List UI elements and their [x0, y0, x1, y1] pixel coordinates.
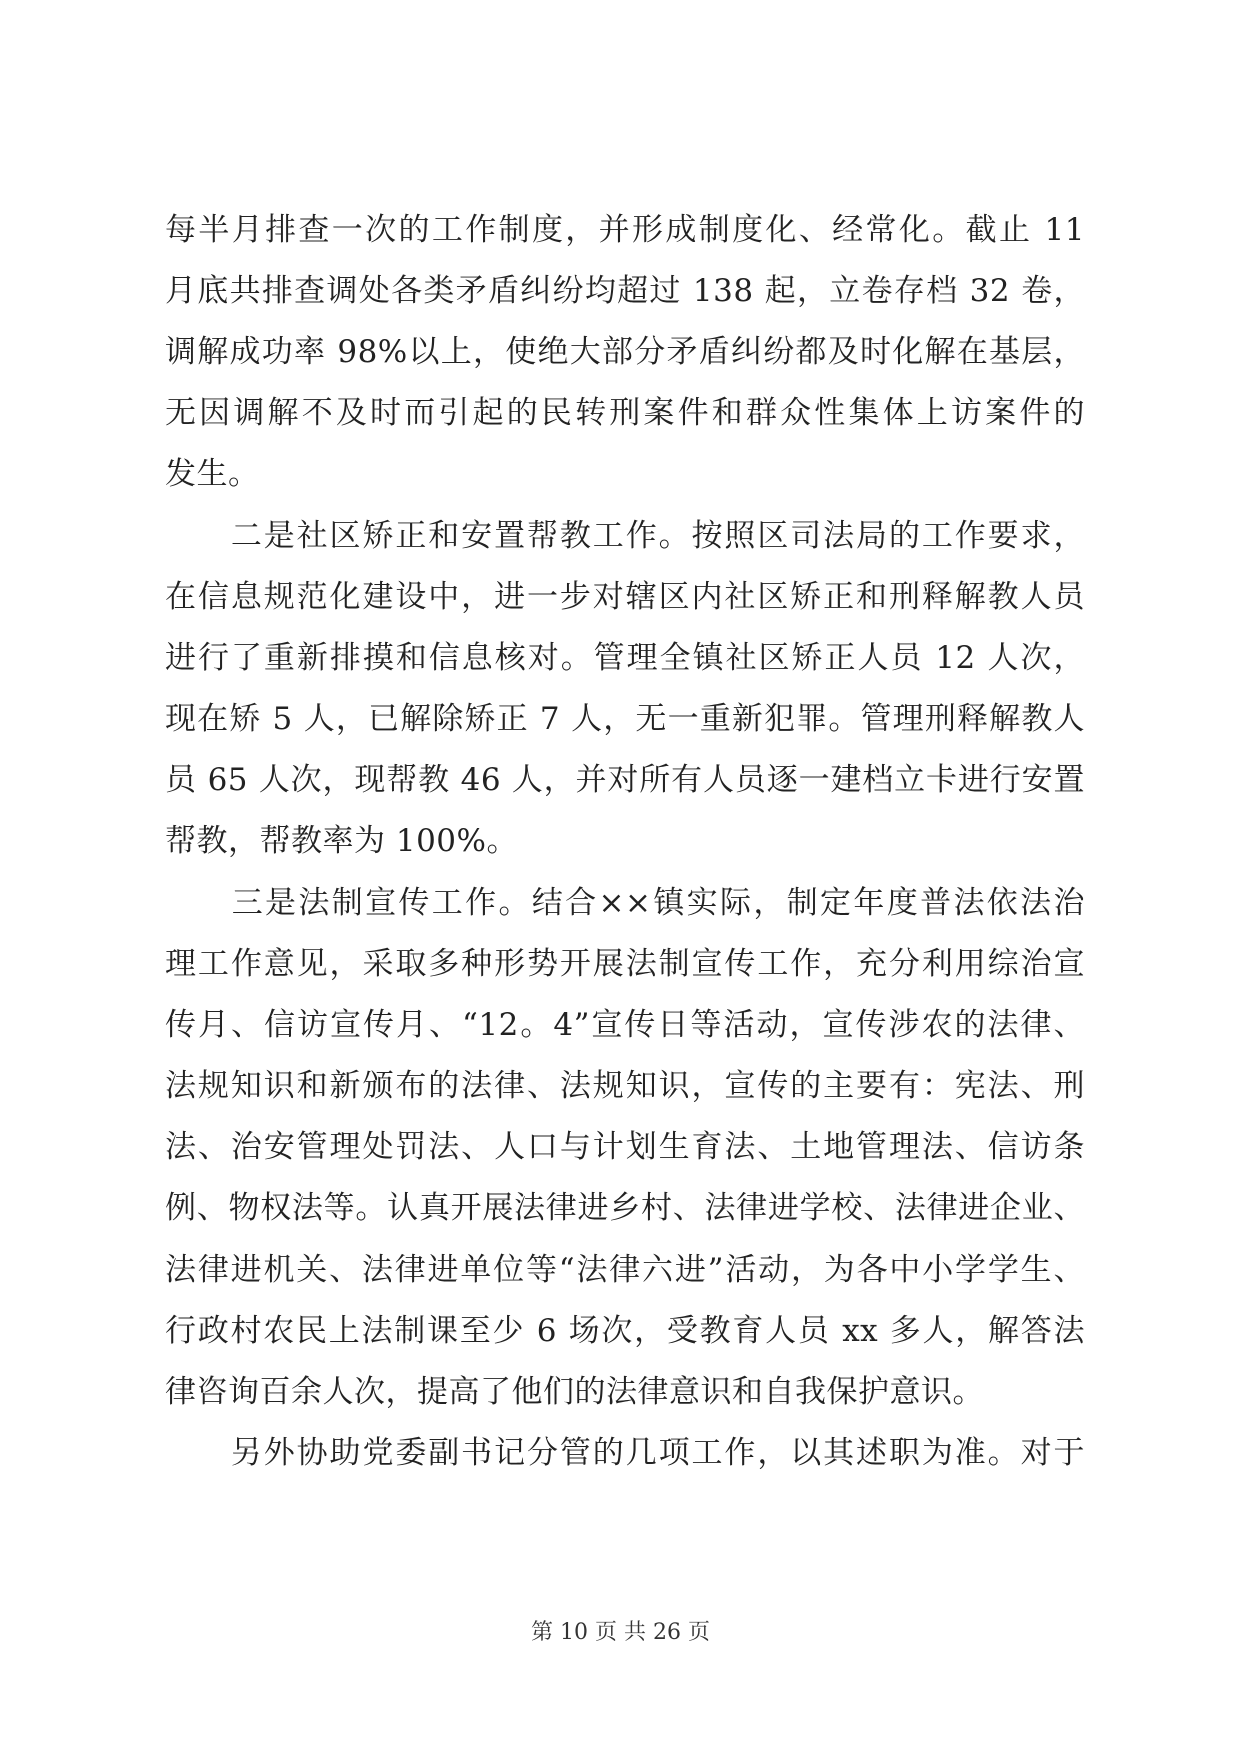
body-text-line: 法律进机关、法律进单位等“法律六进”活动，为各中小学学生、 [165, 1252, 1085, 1288]
body-text-line: 员 65 人次，现帮教 46 人，并对所有人员逐一建档立卡进行安置 [165, 762, 1085, 798]
body-text-line: 每半月排查一次的工作制度，并形成制度化、经常化。截止 11 [165, 212, 1085, 248]
body-text-line: 无因调解不及时而引起的民转刑案件和群众性集体上访案件的 [165, 395, 1085, 431]
body-text-line: 律咨询百余人次，提高了他们的法律意识和自我保护意识。 [165, 1374, 984, 1410]
body-text-line: 三是法制宣传工作。结合××镇实际，制定年度普法依法治 [165, 885, 1085, 921]
page-number-footer: 第 10 页 共 26 页 [531, 1620, 710, 1645]
body-text-line: 法、治安管理处罚法、人口与计划生育法、土地管理法、信访条 [165, 1129, 1085, 1165]
body-text-line: 行政村农民上法制课至少 6 场次，受教育人员 xx 多人，解答法 [165, 1313, 1085, 1349]
body-text-line: 发生。 [165, 456, 260, 492]
body-text-line: 例、物权法等。认真开展法律进乡村、法律进学校、法律进企业、 [165, 1190, 1085, 1226]
body-text-line: 另外协助党委副书记分管的几项工作，以其述职为准。对于 [165, 1435, 1085, 1471]
body-text-line: 法规知识和新颁布的法律、法规知识，宣传的主要有：宪法、刑 [165, 1068, 1085, 1104]
body-text-line: 理工作意见，采取多种形势开展法制宣传工作，充分利用综治宣 [165, 946, 1085, 982]
body-text-line: 帮教，帮教率为 100%。 [165, 823, 518, 859]
body-text-line: 二是社区矫正和安置帮教工作。按照区司法局的工作要求， [165, 518, 1085, 554]
body-text-line: 进行了重新排摸和信息核对。管理全镇社区矫正人员 12 人次， [165, 640, 1085, 676]
body-text-line: 调解成功率 98%以上，使绝大部分矛盾纠纷都及时化解在基层， [165, 334, 1085, 370]
body-text-line: 现在矫 5 人，已解除矫正 7 人，无一重新犯罪。管理刑释解教人 [165, 701, 1085, 737]
body-text-line: 月底共排查调处各类矛盾纠纷均超过 138 起，立卷存档 32 卷， [165, 273, 1085, 309]
body-text-line: 在信息规范化建设中，进一步对辖区内社区矫正和刑释解教人员 [165, 579, 1085, 615]
body-text-line: 传月、信访宣传月、“12。4”宣传日等活动，宣传涉农的法律、 [165, 1007, 1085, 1043]
